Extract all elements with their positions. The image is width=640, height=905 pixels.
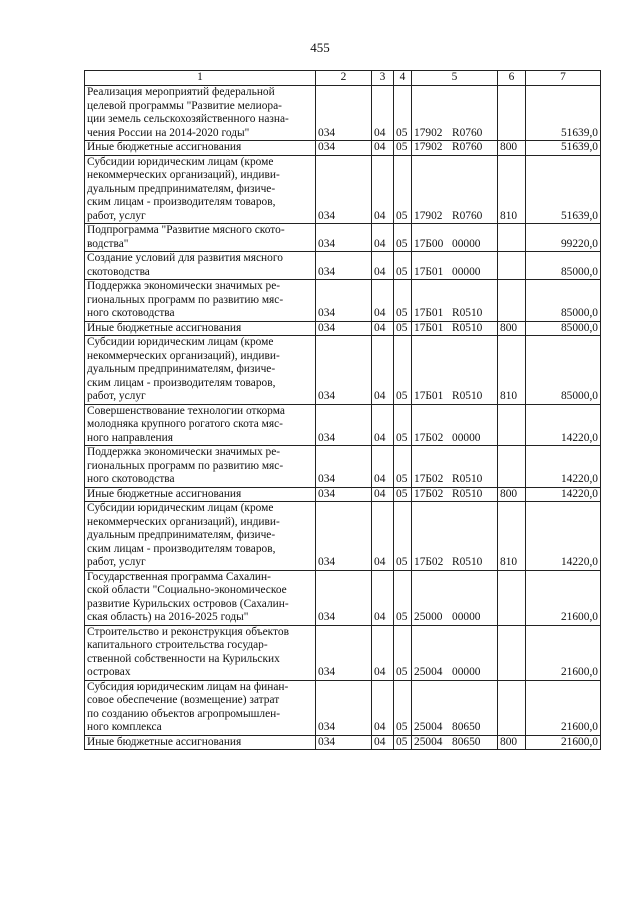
header-cell: 1 xyxy=(85,71,316,86)
amount-cell: 14220,0 xyxy=(526,404,601,446)
table-row xyxy=(85,404,601,446)
section-code-cell: 04 xyxy=(372,570,394,625)
ministry-code-cell: 034 xyxy=(316,625,372,680)
ministry-code-cell: 034 xyxy=(316,321,372,336)
subsection-code-cell: 05 xyxy=(394,224,412,252)
target-item-cell xyxy=(412,336,498,405)
direction-code: 00000 xyxy=(452,265,481,278)
direction-code: 00000 xyxy=(452,611,481,623)
table-row xyxy=(85,625,601,680)
section-code-cell: 04 xyxy=(372,224,394,252)
section-code-cell: 04 xyxy=(372,86,394,141)
subsection-code-cell: 05 xyxy=(394,735,412,750)
section-code-cell: 04 xyxy=(372,141,394,156)
header-cell: 6 xyxy=(498,71,526,86)
expense-type-cell: 810 xyxy=(498,502,526,571)
row-name-cell: Субсидии юридическим лицам (кроме некоммерческих организаций), индиви- дуальным предпринимателям, физиче- ским лицам - производителям товаров, работ, услуг xyxy=(85,155,316,224)
section-code-cell: 04 xyxy=(372,280,394,322)
table-row xyxy=(85,321,601,336)
target-item-cell xyxy=(412,321,498,336)
amount-cell: 85000,0 xyxy=(526,252,601,280)
row-name-cell: Субсидии юридическим лицам (кроме некоммерческих организаций), индиви- дуальным предпринимателям, физиче- ским лицам - производителям товаров, работ, услуг xyxy=(85,502,316,571)
direction-code: R0510 xyxy=(452,556,483,568)
program-code: 17Б02 xyxy=(414,431,444,444)
subsection-code-cell: 05 xyxy=(394,446,412,488)
subsection-code-cell: 05 xyxy=(394,321,412,336)
amount-cell: 85000,0 xyxy=(526,280,601,322)
subsection-code-cell: 05 xyxy=(394,155,412,224)
ministry-code-cell: 034 xyxy=(316,224,372,252)
subsection-code-cell: 05 xyxy=(394,141,412,156)
expense-type-cell xyxy=(498,404,526,446)
row-name-cell: Иные бюджетные ассигнования xyxy=(85,487,316,502)
expense-type-cell: 800 xyxy=(498,735,526,750)
row-name-cell: Реализация мероприятий федеральной целевой программы "Развитие мелиора- ции земель сельскохозяйственного назна- чения России на 2014-2020 годы" xyxy=(85,86,316,141)
amount-cell: 85000,0 xyxy=(526,336,601,405)
row-name-cell: Субсидия юридическим лицам на финан- совое обеспечение (возмещение) затрат по созданию объектов агропромышлен- ного комплекса xyxy=(85,680,316,735)
amount-cell: 21600,0 xyxy=(526,570,601,625)
row-name-cell: Государственная программа Сахалин- ской области "Социально-экономическое развитие Курильских островов (Сахалин- ская область) на 2016-2025 годы" xyxy=(85,570,316,625)
table-row xyxy=(85,224,601,252)
ministry-code-cell: 034 xyxy=(316,446,372,488)
row-name-cell: Поддержка экономически значимых ре- гиональных программ по развитию мяс- ного скотоводства xyxy=(85,446,316,488)
expense-type-cell xyxy=(498,252,526,280)
target-item-cell xyxy=(412,625,498,680)
table-row xyxy=(85,252,601,280)
row-name-cell: Поддержка экономически значимых ре- гиональных программ по развитию мяс- ного скотоводства xyxy=(85,280,316,322)
expense-type-cell xyxy=(498,446,526,488)
ministry-code-cell: 034 xyxy=(316,502,372,571)
expense-type-cell xyxy=(498,224,526,252)
direction-code: R0510 xyxy=(452,307,483,319)
table-row xyxy=(85,446,601,488)
amount-cell: 14220,0 xyxy=(526,487,601,502)
section-code-cell: 04 xyxy=(372,502,394,571)
row-name-cell: Создание условий для развития мясного скотоводства xyxy=(85,252,316,280)
ministry-code-cell: 034 xyxy=(316,680,372,735)
row-name-cell: Иные бюджетные ассигнования xyxy=(85,141,316,156)
program-code: 17Б00 xyxy=(414,237,444,250)
table-body xyxy=(85,86,601,750)
amount-cell: 99220,0 xyxy=(526,224,601,252)
expense-type-cell xyxy=(498,680,526,735)
direction-code: 80650 xyxy=(452,735,481,748)
ministry-code-cell: 034 xyxy=(316,155,372,224)
target-item-cell xyxy=(412,224,498,252)
program-code: 17Б02 xyxy=(414,556,444,568)
row-name-cell: Субсидии юридическим лицам (кроме некоммерческих организаций), индиви- дуальным предпринимателям, физиче- ским лицам - производителям товаров, работ, услуг xyxy=(85,336,316,405)
program-code: 17Б01 xyxy=(414,321,444,334)
direction-code: 00000 xyxy=(452,666,481,678)
amount-cell: 85000,0 xyxy=(526,321,601,336)
amount-cell: 14220,0 xyxy=(526,446,601,488)
expense-type-cell xyxy=(498,86,526,141)
program-code: 17Б01 xyxy=(414,307,444,319)
header-cell: 4 xyxy=(394,71,412,86)
target-item-cell xyxy=(412,446,498,488)
target-item-cell xyxy=(412,252,498,280)
amount-cell: 21600,0 xyxy=(526,680,601,735)
table-row xyxy=(85,336,601,405)
table-header xyxy=(85,71,601,86)
subsection-code-cell: 05 xyxy=(394,502,412,571)
target-item-cell xyxy=(412,680,498,735)
amount-cell: 51639,0 xyxy=(526,155,601,224)
amount-cell: 51639,0 xyxy=(526,86,601,141)
ministry-code-cell: 034 xyxy=(316,735,372,750)
expense-type-cell xyxy=(498,570,526,625)
program-code: 25000 xyxy=(414,611,443,623)
table-row xyxy=(85,502,601,571)
program-code: 17Б01 xyxy=(414,390,444,402)
table-row xyxy=(85,141,601,156)
subsection-code-cell: 05 xyxy=(394,625,412,680)
ministry-code-cell: 034 xyxy=(316,280,372,322)
program-code: 17Б01 xyxy=(414,265,444,278)
amount-cell: 51639,0 xyxy=(526,141,601,156)
table-row xyxy=(85,680,601,735)
row-name-cell: Строительство и реконструкция объектов капитального строительства государ- ственной собственности на Курильских островах xyxy=(85,625,316,680)
target-item-cell xyxy=(412,141,498,156)
ministry-code-cell: 034 xyxy=(316,487,372,502)
subsection-code-cell: 05 xyxy=(394,86,412,141)
target-item-cell xyxy=(412,280,498,322)
section-code-cell: 04 xyxy=(372,252,394,280)
subsection-code-cell: 05 xyxy=(394,336,412,405)
table-row xyxy=(85,280,601,322)
target-item-cell xyxy=(412,487,498,502)
header-cell: 3 xyxy=(372,71,394,86)
direction-code: R0510 xyxy=(452,321,483,334)
expense-type-cell: 800 xyxy=(498,487,526,502)
expense-type-cell xyxy=(498,280,526,322)
direction-code: R0760 xyxy=(452,209,483,222)
section-code-cell: 04 xyxy=(372,625,394,680)
ministry-code-cell: 034 xyxy=(316,141,372,156)
direction-code: R0760 xyxy=(452,126,483,139)
target-item-cell xyxy=(412,570,498,625)
section-code-cell: 04 xyxy=(372,487,394,502)
table-row xyxy=(85,155,601,224)
amount-cell: 14220,0 xyxy=(526,502,601,571)
program-code: 17902 xyxy=(414,126,443,139)
ministry-code-cell: 034 xyxy=(316,252,372,280)
header-cell: 5 xyxy=(412,71,498,86)
table-row xyxy=(85,86,601,141)
direction-code: 00000 xyxy=(452,431,481,444)
program-code: 25004 xyxy=(414,721,443,733)
ministry-code-cell: 034 xyxy=(316,336,372,405)
expense-type-cell xyxy=(498,625,526,680)
target-item-cell xyxy=(412,155,498,224)
section-code-cell: 04 xyxy=(372,404,394,446)
direction-code: 00000 xyxy=(452,237,481,250)
expense-type-cell: 810 xyxy=(498,155,526,224)
program-code: 25004 xyxy=(414,666,443,678)
header-cell: 2 xyxy=(316,71,372,86)
program-code: 17Б02 xyxy=(414,473,444,485)
section-code-cell: 04 xyxy=(372,446,394,488)
expense-type-cell: 800 xyxy=(498,321,526,336)
row-name-cell: Подпрограмма "Развитие мясного ското- водства" xyxy=(85,224,316,252)
direction-code: R0510 xyxy=(452,390,483,402)
row-name-cell: Совершенствование технологии откорма молодняка крупного рогатого скота мяс- ного направления xyxy=(85,404,316,446)
target-item-cell xyxy=(412,502,498,571)
subsection-code-cell: 05 xyxy=(394,280,412,322)
row-name-cell: Иные бюджетные ассигнования xyxy=(85,735,316,750)
section-code-cell: 04 xyxy=(372,321,394,336)
direction-code: R0510 xyxy=(452,487,483,500)
program-code: 17902 xyxy=(414,209,443,222)
program-code: 17Б02 xyxy=(414,487,444,500)
expense-type-cell: 800 xyxy=(498,141,526,156)
subsection-code-cell: 05 xyxy=(394,252,412,280)
expense-type-cell: 810 xyxy=(498,336,526,405)
program-code: 25004 xyxy=(414,735,443,748)
amount-cell: 21600,0 xyxy=(526,625,601,680)
section-code-cell: 04 xyxy=(372,735,394,750)
direction-code: R0510 xyxy=(452,473,483,485)
budget-table xyxy=(84,70,601,750)
section-code-cell: 04 xyxy=(372,155,394,224)
ministry-code-cell: 034 xyxy=(316,404,372,446)
subsection-code-cell: 05 xyxy=(394,680,412,735)
ministry-code-cell: 034 xyxy=(316,570,372,625)
direction-code: 80650 xyxy=(452,721,481,733)
page-number: 455 xyxy=(310,40,330,55)
program-code: 17902 xyxy=(414,141,443,153)
section-code-cell: 04 xyxy=(372,680,394,735)
subsection-code-cell: 05 xyxy=(394,404,412,446)
section-code-cell: 04 xyxy=(372,336,394,405)
subsection-code-cell: 05 xyxy=(394,570,412,625)
table-row xyxy=(85,735,601,750)
amount-cell: 21600,0 xyxy=(526,735,601,750)
subsection-code-cell: 05 xyxy=(394,487,412,502)
header-cell: 7 xyxy=(526,71,601,86)
row-name-cell: Иные бюджетные ассигнования xyxy=(85,321,316,336)
ministry-code-cell: 034 xyxy=(316,86,372,141)
direction-code: R0760 xyxy=(452,141,483,153)
table-row xyxy=(85,570,601,625)
target-item-cell xyxy=(412,404,498,446)
target-item-cell xyxy=(412,86,498,141)
target-item-cell xyxy=(412,735,498,750)
table-row xyxy=(85,487,601,502)
